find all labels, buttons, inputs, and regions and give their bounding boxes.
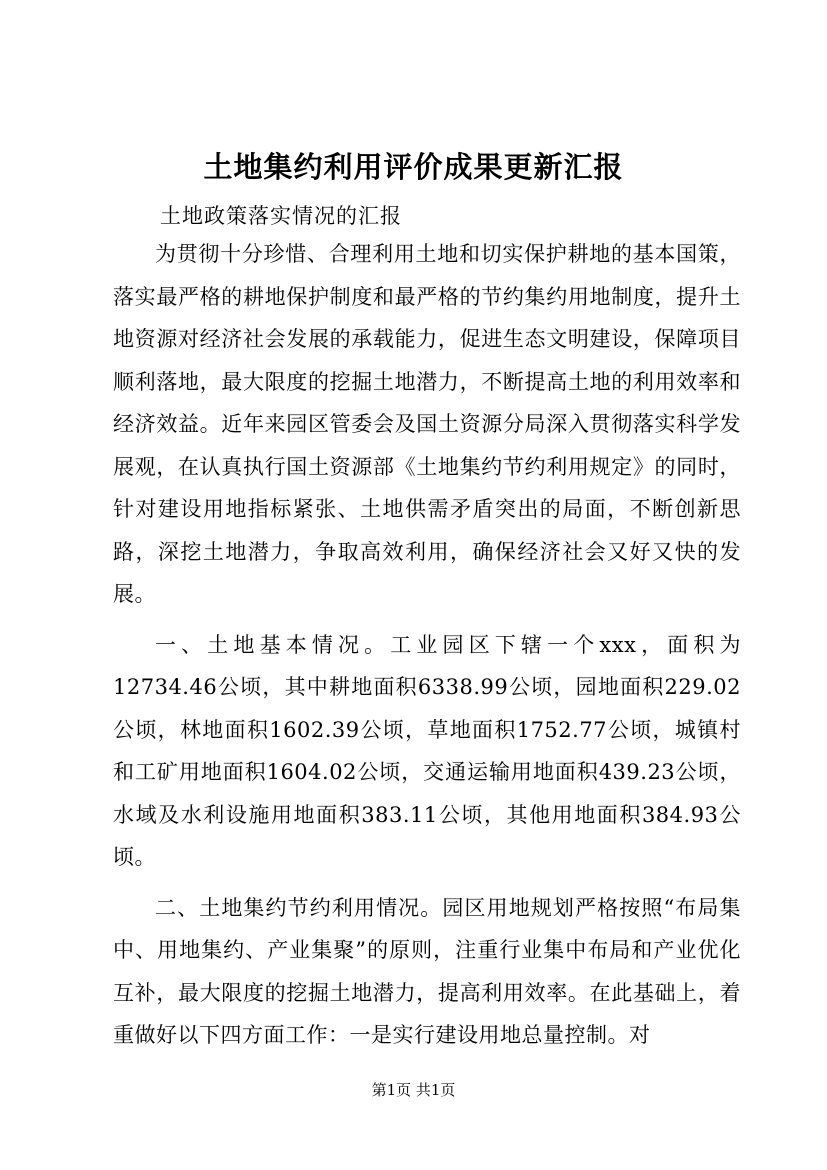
paragraph-land-basics: 一、土地基本情况。工业园区下辖一个xxx，面积为12734.46公顷，其中耕地面积6338.99公顷，园地面积229.02公顷，林地面积1602.39公顷，草地面积1752.77公顷，城镇村和工矿用地面积1604.02公顷，交通运输用地面积439.23公顷，水域及水利设施用地面积383.11公顷，其他用地面积384.93公顷。 bbox=[113, 632, 741, 869]
paragraph-land-intensive-use: 二、土地集约节约利用情况。园区用地规划严格按照“布局集中、用地集约、产业集聚”的原则，注重行业集中布局和产业优化互补，最大限度的挖掘土地潜力，提高利用效率。在此基础上，着重做好以下四方面工作：一是实行建设用地总量控制。对 bbox=[113, 895, 741, 1047]
page-footer: 第1页 共1页 bbox=[371, 1081, 456, 1099]
document-subtitle: 土地政策落实情况的汇报 bbox=[160, 204, 402, 228]
document-title: 土地集约利用评价成果更新汇报 bbox=[203, 150, 624, 184]
paragraph-intro: 为贯彻十分珍惜、合理利用土地和切实保护耕地的基本国策，落实最严格的耕地保护制度和最严格的节约集约用地制度，提升土地资源对经济社会发展的承载能力，促进生态文明建设，保障项目顺利落地，最大限度的挖掘土地潜力，不断提高土地的利用效率和经济效益。近年来园区管委会及国土资源分局深入贯彻落实科学发展观，在认真执行国土资源部《土地集约节约利用规定》的同时，针对建设用地指标紧张、土地供需矛盾突出的局面，不断创新思路，深挖土地潜力，争取高效利用，确保经济社会又好又快的发展。 bbox=[113, 242, 741, 606]
document-body bbox=[113, 233, 741, 1057]
